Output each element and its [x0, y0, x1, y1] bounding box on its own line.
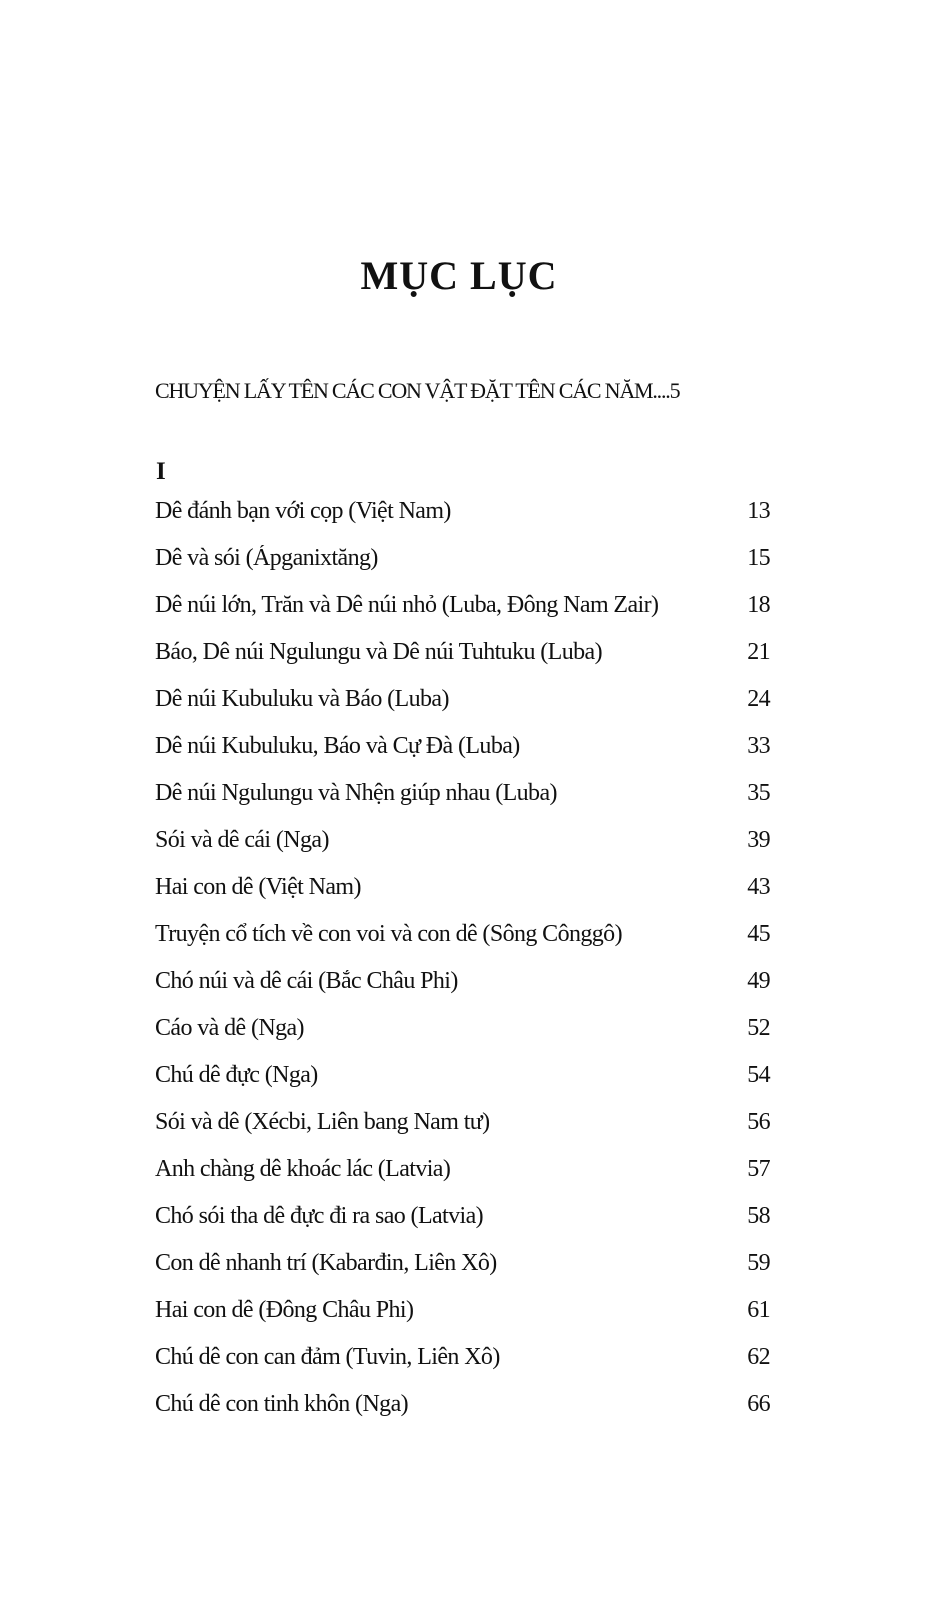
page-title: MỤC LỤC [360, 253, 558, 298]
toc-entry-page: 62 [747, 1344, 770, 1370]
toc-entry-page: 66 [747, 1391, 770, 1417]
toc-entry-title: Dê núi Kubuluku, Báo và Cự Đà (Luba) [155, 733, 520, 759]
toc-entry-title: Dê núi Kubuluku và Báo (Luba) [155, 686, 449, 712]
toc-entry [155, 545, 770, 592]
toc-entry-title: Dê đánh bạn với cọp (Việt Nam) [155, 498, 451, 524]
toc-entry-title: Cáo và dê (Nga) [155, 1015, 304, 1041]
toc-entry-title: Chó núi và dê cái (Bắc Châu Phi) [155, 968, 458, 994]
toc-entry-title: Báo, Dê núi Ngulungu và Dê núi Tuhtuku (Luba) [155, 639, 602, 665]
toc-entry [155, 686, 770, 733]
toc-entry-page: 18 [747, 592, 770, 618]
toc-entry-page: 61 [747, 1297, 770, 1323]
toc-entry [155, 592, 770, 639]
toc-entry-title: Anh chàng dê khoác lác (Latvia) [155, 1156, 451, 1182]
toc-entry [155, 1156, 770, 1203]
toc-entry [155, 1344, 770, 1391]
toc-entry-page: 33 [747, 733, 770, 759]
intro-entry: CHUYỆN LẤY TÊN CÁC CON VẬT ĐẶT TÊN CÁC NĂM....5 [155, 378, 680, 403]
toc-entry-page: 24 [747, 686, 770, 712]
toc-entry [155, 1250, 770, 1297]
toc-entry-page: 57 [747, 1156, 770, 1182]
toc-entry [155, 1062, 770, 1109]
toc-entry [155, 827, 770, 874]
toc-entry [155, 780, 770, 827]
toc-entry-title: Dê núi lớn, Trăn và Dê núi nhỏ (Luba, Đông Nam Zair) [155, 592, 659, 618]
toc-entry-page: 35 [747, 780, 770, 806]
toc-entry [155, 874, 770, 921]
toc-entry-title: Chó sói tha dê đực đi ra sao (Latvia) [155, 1203, 484, 1229]
toc-entry-page: 56 [747, 1109, 770, 1135]
toc-entry-title: Dê và sói (Ápganixtăng) [155, 545, 378, 571]
toc-entry-page: 43 [747, 874, 770, 900]
toc-entry [155, 1109, 770, 1156]
table-of-contents [155, 498, 770, 1438]
toc-entry [155, 1391, 770, 1438]
toc-entry-page: 21 [747, 639, 770, 665]
toc-entry-page: 49 [747, 968, 770, 994]
toc-entry-page: 52 [747, 1015, 770, 1041]
toc-entry-page: 59 [747, 1250, 770, 1276]
toc-entry-page: 58 [747, 1203, 770, 1229]
toc-entry [155, 1015, 770, 1062]
toc-entry [155, 1297, 770, 1344]
toc-entry-page: 45 [747, 921, 770, 947]
toc-entry [155, 921, 770, 968]
toc-entry-page: 39 [747, 827, 770, 853]
toc-entry-page: 15 [747, 545, 770, 571]
toc-entry [155, 733, 770, 780]
toc-entry-title: Truyện cổ tích về con voi và con dê (Sông Cônggô) [155, 921, 622, 947]
toc-entry-title: Chú dê đực (Nga) [155, 1062, 318, 1088]
toc-entry [155, 968, 770, 1015]
toc-entry [155, 498, 770, 545]
toc-entry-title: Con dê nhanh trí (Kabarđin, Liên Xô) [155, 1250, 497, 1276]
toc-entry [155, 1203, 770, 1250]
toc-entry-title: Hai con dê (Việt Nam) [155, 874, 361, 900]
section-label: I [156, 458, 166, 485]
toc-entry-title: Sói và dê (Xécbi, Liên bang Nam tư) [155, 1109, 490, 1135]
toc-entry-title: Chú dê con can đảm (Tuvin, Liên Xô) [155, 1344, 500, 1370]
toc-entry-title: Dê núi Ngulungu và Nhện giúp nhau (Luba) [155, 780, 557, 806]
toc-entry-title: Sói và dê cái (Nga) [155, 827, 329, 853]
toc-entry-page: 13 [747, 498, 770, 524]
toc-entry-title: Hai con dê (Đông Châu Phi) [155, 1297, 414, 1323]
toc-entry-title: Chú dê con tinh khôn (Nga) [155, 1391, 409, 1417]
toc-entry-page: 54 [747, 1062, 770, 1088]
toc-entry [155, 639, 770, 686]
